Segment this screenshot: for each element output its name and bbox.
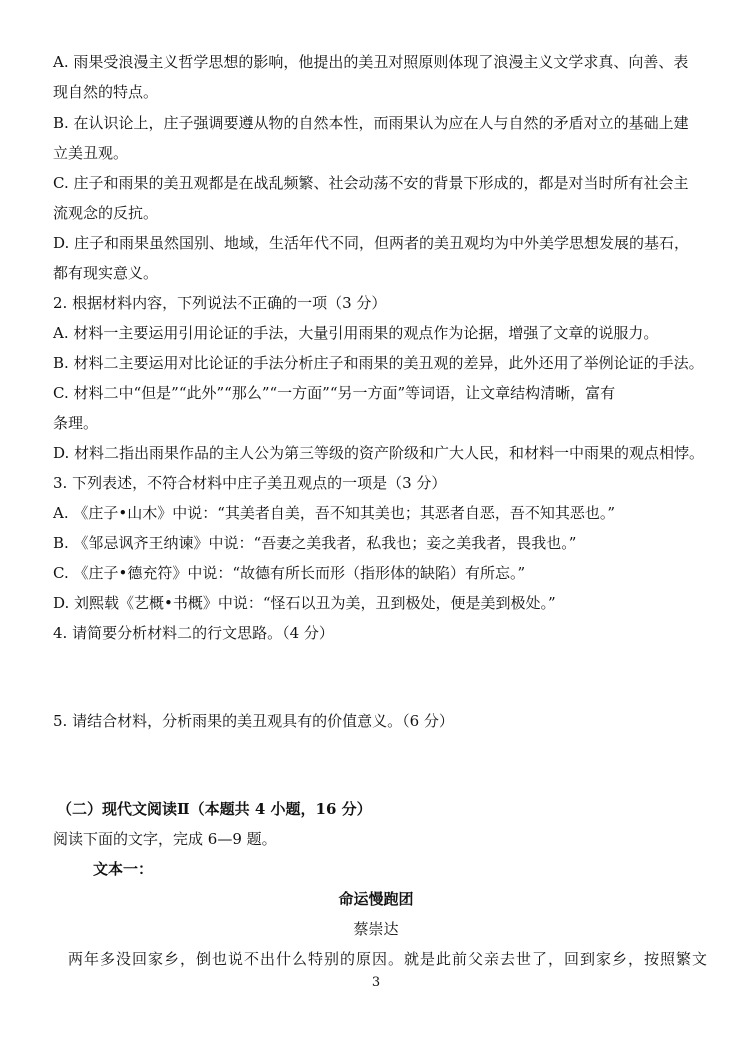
section-title: （二）现代文阅读Ⅱ（本题共 4 小题，16 分）	[57, 800, 372, 818]
question-5: 5. 请结合材料，分析雨果的美丑观具有的价值意义。（6 分）	[53, 712, 454, 730]
option-line: 流观念的反抗。	[53, 204, 159, 222]
option-line: 条理。	[53, 414, 99, 432]
option-line: D. 材料二指出雨果作品的主人公为第三等级的资产阶级和广大人民，和材料一中雨果的观点相悖。	[53, 444, 705, 462]
option-line: B. 在认识论上，庄子强调要遵从物的自然本性，而雨果认为应在人与自然的矛盾对立的基础上建	[53, 114, 689, 132]
option-line: D. 庄子和雨果虽然国别、地域，生活年代不同，但两者的美丑观均为中外美学思想发展的基石，	[53, 234, 690, 252]
option-line: D. 刘熙载《艺概•书概》中说：“怪石以丑为美，丑到极处，便是美到极处。”	[53, 594, 556, 612]
option-line: 都有现实意义。	[53, 264, 159, 282]
option-line: A. 材料一主要运用引用论证的手法，大量引用雨果的观点作为论据，增强了文章的说服力。	[53, 324, 659, 342]
option-line: B. 材料二主要运用对比论证的手法分析庄子和雨果的美丑观的差异，此外还用了举例论证的手法。	[53, 354, 704, 372]
question-line: 3. 下列表述，不符合材料中庄子美丑观点的一项是（3 分）	[53, 474, 447, 492]
option-line: A. 雨果受浪漫主义哲学思想的影响，他提出的美丑对照原则体现了浪漫主义文学求真、向善、表	[53, 53, 689, 71]
question-line: 4. 请简要分析材料二的行文思路。（4 分）	[53, 624, 334, 642]
article-title: 命运慢跑团	[338, 890, 414, 908]
text-label: 文本一：	[93, 860, 154, 878]
article-author: 蔡崇达	[353, 920, 399, 938]
option-line: C. 《庄子•德充符》中说：“故德有所长而形（指形体的缺陷）有所忘。”	[53, 564, 526, 582]
body-paragraph: 两年多没回家乡，倒也说不出什么特别的原因。就是此前父亲去世了，回到家乡，按照繁文	[68, 950, 709, 968]
option-line: 现自然的特点。	[53, 83, 159, 101]
question-line: 2. 根据材料内容，下列说法不正确的一项（3 分）	[53, 294, 387, 312]
option-line: 立美丑观。	[53, 144, 129, 162]
instruction: 阅读下面的文字，完成 6—9 题。	[53, 830, 277, 848]
page-number: 3	[371, 975, 381, 990]
option-line: B. 《邹忌讽齐王纳谏》中说：“吾妻之美我者，私我也；妾之美我者，畏我也。”	[53, 534, 577, 552]
option-line: C. 材料二中“但是”“此外”“那么”“一方面”“另一方面”等词语，让文章结构清晰，富有	[53, 384, 616, 402]
option-line: C. 庄子和雨果的美丑观都是在战乱频繁、社会动荡不安的背景下形成的，都是对当时所有社会主	[53, 174, 689, 192]
option-line: A. 《庄子•山木》中说：“其美者自美，吾不知其美也；其恶者自恶，吾不知其恶也。”	[53, 504, 616, 522]
